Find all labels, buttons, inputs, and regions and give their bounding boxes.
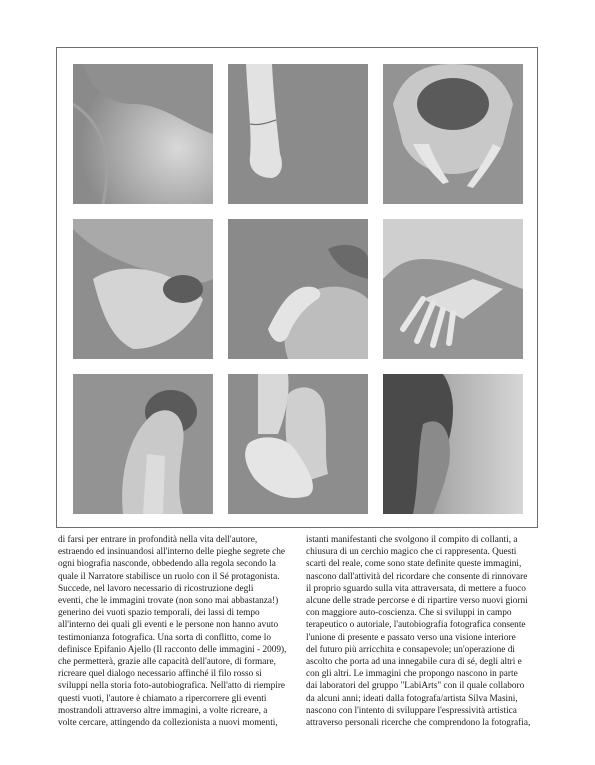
text-line: attraverso personali ricerche che comprendono la fotografia,: [306, 718, 531, 729]
text-line: nascono dall'attività del ricordare che consente di rinnovare: [306, 571, 528, 582]
text-line: dai laboratori del gruppo "LabiArts" con il quale collaboro: [306, 681, 525, 692]
text-line: scarti del reale, come sono state definite queste immagini,: [306, 559, 522, 570]
text-line: chiusura di un cerchio magico che ci rappresenta. Questi: [306, 547, 517, 558]
text-line: mostrandoli attraverso altre immagini, a volte ricreare, a: [58, 705, 268, 716]
photo-hugging-knees: [73, 374, 213, 514]
photo-twisted-back: [73, 219, 213, 359]
text-line: di farsi per entrare in profondità nella vita dell'autore,: [58, 535, 258, 545]
text-line: con maggiore auto-coscienza. Che si sviluppi in campo: [306, 608, 512, 619]
text-line: sviluppi nella storia foto-autobiografica. Nell'atto di riempire: [58, 681, 286, 692]
text-column-left: [58, 534, 314, 729]
photo-feet-soles: [228, 374, 368, 514]
photo-grid-frame: [56, 47, 538, 528]
text-line: volte cercare, attingendo da collezionista a nuovi momenti,: [58, 718, 278, 729]
text-line: generino dei vuoti spazio temporali, dei lassi di tempo: [58, 608, 260, 619]
text-line: testimonianza fotografica. Una sorta di conflitto, come lo: [58, 632, 271, 643]
text-line: che permetterà, grazie alle capacità dell'autore, di formare,: [58, 657, 276, 668]
text-line: ascolto che porta ad una innegabile cura di sé, degli altri e: [306, 657, 522, 668]
photo-crouching-figure-hands: [383, 64, 523, 204]
text-line: ogni biografia nasconde, obbedendo alla regola secondo la: [58, 559, 276, 570]
text-line: istanti manifestanti che svolgono il compito di collanti, a: [306, 535, 518, 545]
text-line: definisce Epifanio Ajello (Il racconto delle immagini - 2009),: [58, 644, 287, 655]
text-line: il proprio sguardo sulla vita attraversata, di mettere a fuoco: [306, 583, 526, 594]
text-line: del futuro più arricchita e consapevole; un'operazione di: [306, 644, 515, 655]
photo-dark-corner-figure: [383, 374, 523, 514]
text-line: estraendo ed insinuandosi all'interno delle pieghe segrete che: [58, 547, 286, 558]
text-line: Succede, nel lavoro necessario di ricostruzione degli: [58, 583, 254, 594]
photo-back-shoulder: [73, 64, 213, 204]
text-line: nascono con l'intento di sviluppare l'espressività artistica: [306, 705, 517, 716]
text-line: questi vuoti, l'autore è chiamato a ripercorrere gli eventi: [58, 693, 267, 704]
text-line: all'interno dei quali gli eventi e le persone non hanno avuto: [58, 620, 279, 631]
text-line: ricreare quel dialogo necessario affinché il filo rosso si: [58, 669, 262, 680]
photo-spread-hand-torso: [383, 219, 523, 359]
photo-hand-on-shoulder: [228, 219, 368, 359]
text-line: con gli altri. Le immagini che propongo nascono in parte: [306, 669, 518, 680]
text-line: alcune delle strade percorse e di ripartire verso nuovi giorni: [306, 596, 528, 607]
text-line: terapeutico o autoriale, l'autobiografia fotografica consente: [306, 620, 526, 631]
text-line: l'unione di presente e passato verso una visione interiore: [306, 632, 516, 643]
text-line: quale il Narratore stabilisce un ruolo con il Sé protagonista.: [58, 571, 280, 582]
text-column-right: [306, 534, 562, 729]
text-line: da alcuni anni; ideati dalla fotografa/artista Silva Masini,: [306, 693, 518, 704]
text-line: eventi, che le immagini trovate (non sono mai abbastanza!): [58, 596, 279, 607]
photo-arm-wrist: [228, 64, 368, 204]
